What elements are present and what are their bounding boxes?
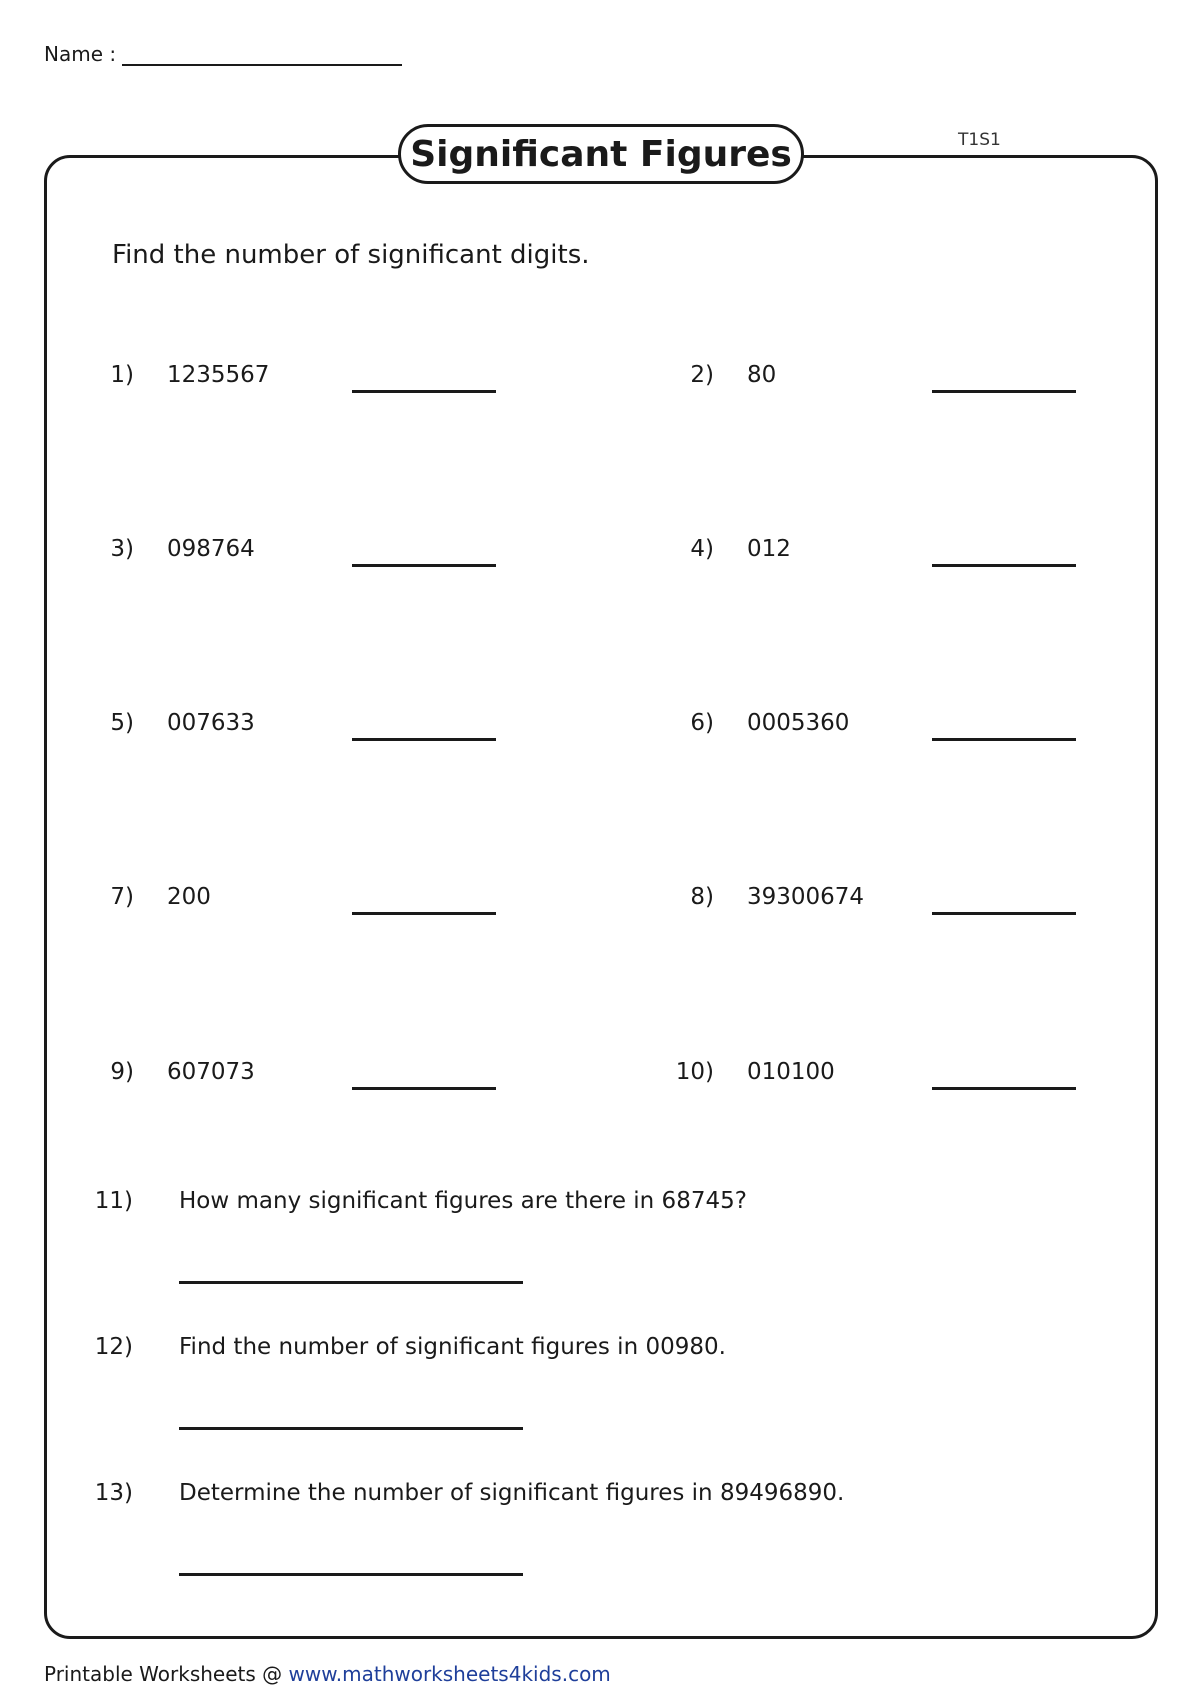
- name-row: [44, 42, 402, 66]
- problem-number: 5): [110, 710, 134, 736]
- name-label: Name :: [44, 42, 117, 66]
- problem-number: 10): [675, 1059, 714, 1085]
- name-field[interactable]: [122, 42, 402, 66]
- problem-value: 010100: [747, 1059, 835, 1085]
- instructions: Find the number of significant digits.: [112, 240, 590, 270]
- answer-line[interactable]: [352, 390, 496, 393]
- answer-line[interactable]: [352, 1087, 496, 1090]
- page-title: Significant Figures: [398, 124, 804, 184]
- footer: [44, 1662, 611, 1686]
- problem-number: 11): [94, 1188, 133, 1214]
- footer-link[interactable]: www.mathworksheets4kids.com: [288, 1662, 611, 1686]
- problem-number: 2): [690, 362, 714, 388]
- answer-line[interactable]: [932, 1087, 1076, 1090]
- answer-line[interactable]: [179, 1573, 523, 1576]
- problem-number: 6): [690, 710, 714, 736]
- problem-value: 007633: [167, 710, 255, 736]
- problem-number: 9): [110, 1059, 134, 1085]
- problem-number: 3): [110, 536, 134, 562]
- problem-value: 1235567: [167, 362, 270, 388]
- answer-line[interactable]: [352, 912, 496, 915]
- problem-text: Find the number of significant figures in 00980.: [179, 1334, 726, 1360]
- answer-line[interactable]: [932, 390, 1076, 393]
- problem-text: Determine the number of significant figures in 89496890.: [179, 1480, 845, 1506]
- problem-value: 607073: [167, 1059, 255, 1085]
- problem-number: 13): [94, 1480, 133, 1506]
- problem-number: 4): [690, 536, 714, 562]
- problem-number: 8): [690, 884, 714, 910]
- answer-line[interactable]: [932, 564, 1076, 567]
- answer-line[interactable]: [179, 1427, 523, 1430]
- answer-line[interactable]: [352, 564, 496, 567]
- problem-value: 012: [747, 536, 791, 562]
- answer-line[interactable]: [932, 738, 1076, 741]
- problem-value: 0005360: [747, 710, 850, 736]
- answer-line[interactable]: [352, 738, 496, 741]
- problem-number: 12): [94, 1334, 133, 1360]
- problem-text: How many significant figures are there in 68745?: [179, 1188, 747, 1214]
- problem-number: 7): [110, 884, 134, 910]
- answer-line[interactable]: [179, 1281, 523, 1284]
- sheet-code: T1S1: [958, 130, 1001, 150]
- footer-prefix: Printable Worksheets @: [44, 1662, 289, 1686]
- problem-number: 1): [110, 362, 134, 388]
- problem-value: 098764: [167, 536, 255, 562]
- problem-value: 39300674: [747, 884, 865, 910]
- answer-line[interactable]: [932, 912, 1076, 915]
- problem-value: 200: [167, 884, 211, 910]
- problem-value: 80: [747, 362, 777, 388]
